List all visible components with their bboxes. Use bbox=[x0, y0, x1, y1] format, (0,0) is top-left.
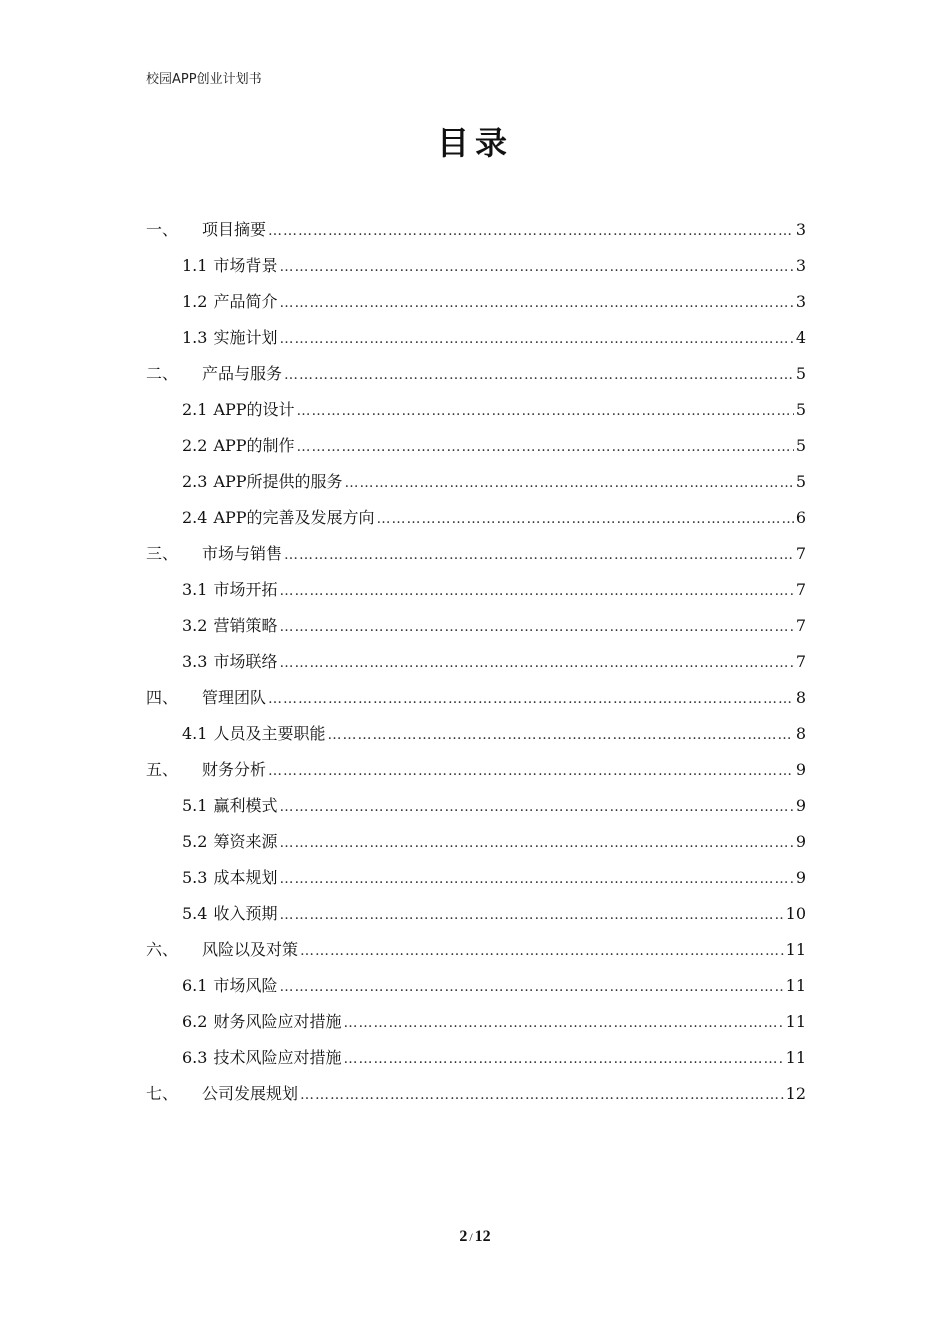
toc-dot-leader bbox=[279, 861, 793, 897]
toc-entry-number: 2.3 bbox=[182, 472, 208, 491]
toc-dot-leader bbox=[268, 213, 794, 249]
toc-entry-title: APP所提供的服务 bbox=[213, 472, 343, 491]
toc-entry-title: 筹资来源 bbox=[213, 832, 278, 851]
toc-entry[interactable] bbox=[146, 608, 806, 644]
toc-entry-title: 实施计划 bbox=[213, 328, 278, 347]
toc-entry-title: 财务风险应对措施 bbox=[213, 1012, 342, 1031]
total-pages: 12 bbox=[474, 1228, 491, 1245]
toc-entry-page: 5 bbox=[795, 436, 806, 455]
toc-entry-number: 1.2 bbox=[182, 292, 208, 311]
toc-entry-title: 市场开拓 bbox=[213, 580, 278, 599]
toc-entry-number: 六、 bbox=[146, 940, 179, 959]
toc-entry[interactable] bbox=[146, 752, 806, 788]
toc-entry-title: APP的设计 bbox=[213, 400, 295, 419]
toc-dot-leader bbox=[300, 933, 784, 969]
toc-entry-title: 市场与销售 bbox=[202, 544, 283, 563]
toc-entry-page: 9 bbox=[795, 760, 806, 779]
toc-dot-leader bbox=[279, 321, 793, 357]
toc-dot-leader bbox=[279, 573, 793, 609]
toc-entry-page: 8 bbox=[795, 724, 806, 743]
toc-entry-number: 四、 bbox=[146, 688, 179, 707]
toc-entry-page: 4 bbox=[795, 328, 806, 347]
toc-entry[interactable] bbox=[146, 248, 806, 284]
toc-entry-page: 7 bbox=[795, 652, 806, 671]
toc-entry[interactable] bbox=[146, 716, 806, 752]
toc-dot-leader bbox=[327, 717, 793, 753]
toc-entry-title: 产品简介 bbox=[213, 292, 278, 311]
toc-dot-leader bbox=[343, 1041, 783, 1077]
toc-entry-page: 10 bbox=[785, 904, 806, 923]
toc-entry-title: 赢利模式 bbox=[213, 796, 278, 815]
toc-entry[interactable] bbox=[146, 1076, 806, 1112]
toc-entry-page: 8 bbox=[795, 688, 806, 707]
toc-entry-number: 二、 bbox=[146, 364, 179, 383]
toc-entry[interactable] bbox=[146, 464, 806, 500]
toc-entry[interactable] bbox=[146, 824, 806, 860]
toc-entry-number: 1.3 bbox=[182, 328, 208, 347]
toc-entry-page: 3 bbox=[795, 220, 806, 239]
toc-entry-title: 市场联络 bbox=[213, 652, 278, 671]
page-separator: / bbox=[469, 1230, 473, 1244]
toc-entry[interactable] bbox=[146, 212, 806, 248]
toc-entry-page: 11 bbox=[785, 940, 806, 959]
toc-entry-page: 3 bbox=[795, 292, 806, 311]
toc-entry-number: 七、 bbox=[146, 1084, 179, 1103]
toc-entry-title: APP的完善及发展方向 bbox=[213, 508, 375, 527]
table-of-contents bbox=[146, 212, 806, 1112]
toc-dot-leader bbox=[345, 465, 794, 501]
toc-entry-page: 5 bbox=[795, 472, 806, 491]
toc-dot-leader bbox=[343, 1005, 783, 1041]
toc-entry[interactable] bbox=[146, 500, 806, 536]
toc-entry[interactable] bbox=[146, 644, 806, 680]
toc-entry-page: 5 bbox=[795, 400, 806, 419]
toc-dot-leader bbox=[279, 789, 793, 825]
toc-entry-page: 3 bbox=[795, 256, 806, 275]
toc-entry-page: 5 bbox=[795, 364, 806, 383]
toc-entry-page: 11 bbox=[785, 976, 806, 995]
toc-entry-number: 一、 bbox=[146, 220, 179, 239]
toc-entry[interactable] bbox=[146, 1004, 806, 1040]
toc-entry-number: 3.1 bbox=[182, 580, 208, 599]
toc-entry[interactable] bbox=[146, 428, 806, 464]
toc-entry-title: 市场背景 bbox=[213, 256, 278, 275]
toc-dot-leader bbox=[279, 285, 793, 321]
toc-entry-title: 管理团队 bbox=[202, 688, 267, 707]
toc-entry-title: APP的制作 bbox=[213, 436, 295, 455]
toc-entry-page: 6 bbox=[795, 508, 806, 527]
toc-dot-leader bbox=[297, 429, 794, 465]
toc-dot-leader bbox=[279, 897, 783, 933]
toc-dot-leader bbox=[377, 501, 794, 537]
toc-entry-title: 营销策略 bbox=[213, 616, 278, 635]
toc-entry-page: 7 bbox=[795, 580, 806, 599]
toc-entry-number: 2.2 bbox=[182, 436, 208, 455]
toc-entry-page: 7 bbox=[795, 544, 806, 563]
toc-dot-leader bbox=[279, 645, 793, 681]
toc-entry-number: 3.2 bbox=[182, 616, 208, 635]
toc-entry[interactable] bbox=[146, 932, 806, 968]
toc-entry-title: 产品与服务 bbox=[202, 364, 283, 383]
toc-entry-page: 9 bbox=[795, 868, 806, 887]
toc-entry[interactable] bbox=[146, 320, 806, 356]
toc-entry-number: 6.2 bbox=[182, 1012, 208, 1031]
page-header: 校园APP创业计划书 bbox=[146, 72, 262, 87]
toc-dot-leader bbox=[300, 1077, 784, 1113]
toc-title: 目录 bbox=[436, 124, 513, 162]
toc-dot-leader bbox=[279, 249, 793, 285]
toc-entry[interactable] bbox=[146, 356, 806, 392]
toc-entry-title: 收入预期 bbox=[213, 904, 278, 923]
toc-entry-number: 1.1 bbox=[182, 256, 208, 275]
toc-dot-leader bbox=[268, 681, 794, 717]
toc-dot-leader bbox=[279, 825, 793, 861]
page-number-footer bbox=[0, 1228, 950, 1246]
toc-entry-number: 五、 bbox=[146, 760, 179, 779]
toc-entry[interactable] bbox=[146, 860, 806, 896]
toc-entry[interactable] bbox=[146, 536, 806, 572]
toc-entry[interactable] bbox=[146, 572, 806, 608]
toc-entry-number: 5.3 bbox=[182, 868, 208, 887]
toc-entry-page: 9 bbox=[795, 796, 806, 815]
toc-entry-title: 人员及主要职能 bbox=[213, 724, 326, 743]
toc-entry[interactable] bbox=[146, 968, 806, 1004]
toc-entry[interactable] bbox=[146, 284, 806, 320]
toc-entry[interactable] bbox=[146, 788, 806, 824]
toc-entry-number: 5.4 bbox=[182, 904, 208, 923]
toc-entry-title: 财务分析 bbox=[202, 760, 267, 779]
toc-dot-leader bbox=[279, 609, 793, 645]
toc-entry[interactable] bbox=[146, 896, 806, 932]
toc-entry[interactable] bbox=[146, 392, 806, 428]
toc-entry-number: 2.4 bbox=[182, 508, 208, 527]
toc-entry-title: 公司发展规划 bbox=[202, 1084, 299, 1103]
toc-entry-title: 项目摘要 bbox=[202, 220, 267, 239]
toc-entry-number: 5.1 bbox=[182, 796, 208, 815]
toc-entry-title: 市场风险 bbox=[213, 976, 278, 995]
toc-dot-leader bbox=[268, 753, 794, 789]
toc-dot-leader bbox=[284, 537, 794, 573]
current-page-number: 2 bbox=[459, 1228, 468, 1245]
toc-entry-title: 技术风险应对措施 bbox=[213, 1048, 342, 1067]
toc-entry[interactable] bbox=[146, 1040, 806, 1076]
toc-entry-page: 12 bbox=[785, 1084, 806, 1103]
toc-dot-leader bbox=[284, 357, 794, 393]
toc-entry-number: 4.1 bbox=[182, 724, 208, 743]
toc-entry-number: 三、 bbox=[146, 544, 179, 563]
toc-entry-number: 3.3 bbox=[182, 652, 208, 671]
toc-entry-number: 5.2 bbox=[182, 832, 208, 851]
toc-entry-title: 风险以及对策 bbox=[202, 940, 299, 959]
toc-entry-page: 11 bbox=[785, 1048, 806, 1067]
toc-entry[interactable] bbox=[146, 680, 806, 716]
toc-entry-number: 6.3 bbox=[182, 1048, 208, 1067]
toc-entry-page: 9 bbox=[795, 832, 806, 851]
toc-entry-number: 2.1 bbox=[182, 400, 208, 419]
toc-dot-leader bbox=[297, 393, 794, 429]
toc-entry-title: 成本规划 bbox=[213, 868, 278, 887]
toc-entry-page: 11 bbox=[785, 1012, 806, 1031]
toc-entry-number: 6.1 bbox=[182, 976, 208, 995]
toc-dot-leader bbox=[279, 969, 783, 1005]
toc-entry-page: 7 bbox=[795, 616, 806, 635]
